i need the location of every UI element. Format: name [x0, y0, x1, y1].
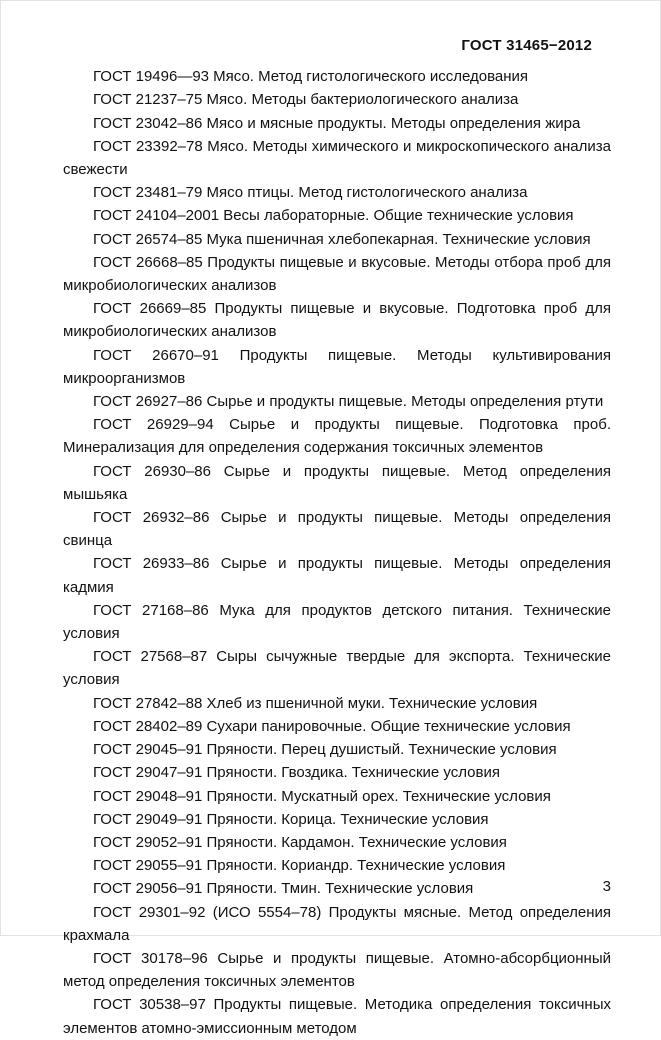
- standard-entry: ГОСТ 29047–91 Пряности. Гвоздика. Технические условия: [93, 764, 500, 782]
- standard-entry: ГОСТ 29055–91 Пряности. Кориандр. Технические условия: [93, 857, 506, 875]
- standard-entry: ГОСТ 21237–75 Мясо. Методы бактериологического анализа: [93, 91, 519, 109]
- standard-entry: ГОСТ 29045–91 Пряности. Перец душистый. Технические условия: [93, 741, 557, 759]
- standard-entry: ГОСТ 30178–96 Сырье и продукты пищевые. Атомно-абсорбционный метод определения токсичных элементов: [63, 949, 611, 991]
- standard-entry: ГОСТ 29056–91 Пряности. Тмин. Технические условия: [93, 880, 474, 898]
- standard-entry: ГОСТ 23392–78 Мясо. Методы химического и микроскопического анализа свежести: [63, 137, 611, 179]
- standard-entry: ГОСТ 26929–94 Сырье и продукты пищевые. Подготовка проб. Минерализация для определения содержания токсичных элементов: [63, 416, 611, 457]
- standard-entry: ГОСТ 23042–86 Мясо и мясные продукты. Методы определения жира: [93, 114, 581, 132]
- standard-entry: ГОСТ 30538–97 Продукты пищевые. Методика определения токсичных элементов атомно-эмиссионным методом: [63, 996, 611, 1037]
- standard-entry: ГОСТ 26670–91 Продукты пищевые. Методы культивирования микроорганизмов: [63, 346, 611, 387]
- standard-entry: ГОСТ 24104–2001 Весы лабораторные. Общие технические условия: [93, 207, 574, 225]
- standards-list: [63, 65, 611, 1040]
- standard-entry: ГОСТ 26927–86 Сырье и продукты пищевые. Методы определения ртути: [93, 393, 604, 411]
- standard-entry: ГОСТ 26574–85 Мука пшеничная хлебопекарная. Технические условия: [93, 230, 591, 248]
- standard-entry: ГОСТ 27842–88 Хлеб из пшеничной муки. Технические условия: [93, 694, 538, 712]
- standard-entry: ГОСТ 27568–87 Сыры сычужные твердые для экспорта. Технические условия: [63, 648, 611, 689]
- standard-entry: ГОСТ 26669–85 Продукты пищевые и вкусовые. Подготовка проб для микробиологических анализов: [63, 300, 611, 341]
- standard-entry: ГОСТ 29049–91 Пряности. Корица. Технические условия: [93, 810, 489, 828]
- standard-entry: ГОСТ 23481–79 Мясо птицы. Метод гистологического анализа: [93, 184, 528, 202]
- standard-entry: ГОСТ 26932–86 Сырье и продукты пищевые. Методы определения свинца: [63, 509, 611, 550]
- standard-entry: ГОСТ 29048–91 Пряности. Мускатный орех. Технические условия: [93, 787, 551, 805]
- page-number: 3: [602, 878, 611, 895]
- standard-entry: ГОСТ 26668–85 Продукты пищевые и вкусовые. Методы отбора проб для микробиологических анализов: [63, 253, 611, 295]
- standard-entry: ГОСТ 26930–86 Сырье и продукты пищевые. Метод определения мышьяка: [63, 462, 611, 503]
- standard-entry: ГОСТ 19496—93 Мясо. Метод гистологического исследования: [93, 68, 529, 86]
- standard-entry: ГОСТ 29301–92 (ИСО 5554–78) Продукты мясные. Метод определения крахмала: [63, 903, 611, 944]
- standard-entry: ГОСТ 29052–91 Пряности. Кардамон. Технические условия: [93, 833, 507, 851]
- standard-entry: ГОСТ 27168–86 Мука для продуктов детского питания. Технические условия: [63, 601, 611, 643]
- document-header-title: ГОСТ 31465−2012: [461, 37, 592, 54]
- standard-entry: ГОСТ 28402–89 Сухари панировочные. Общие технические условия: [93, 717, 571, 735]
- standard-entry: ГОСТ 26933–86 Сырье и продукты пищевые. Методы определения кадмия: [63, 555, 611, 596]
